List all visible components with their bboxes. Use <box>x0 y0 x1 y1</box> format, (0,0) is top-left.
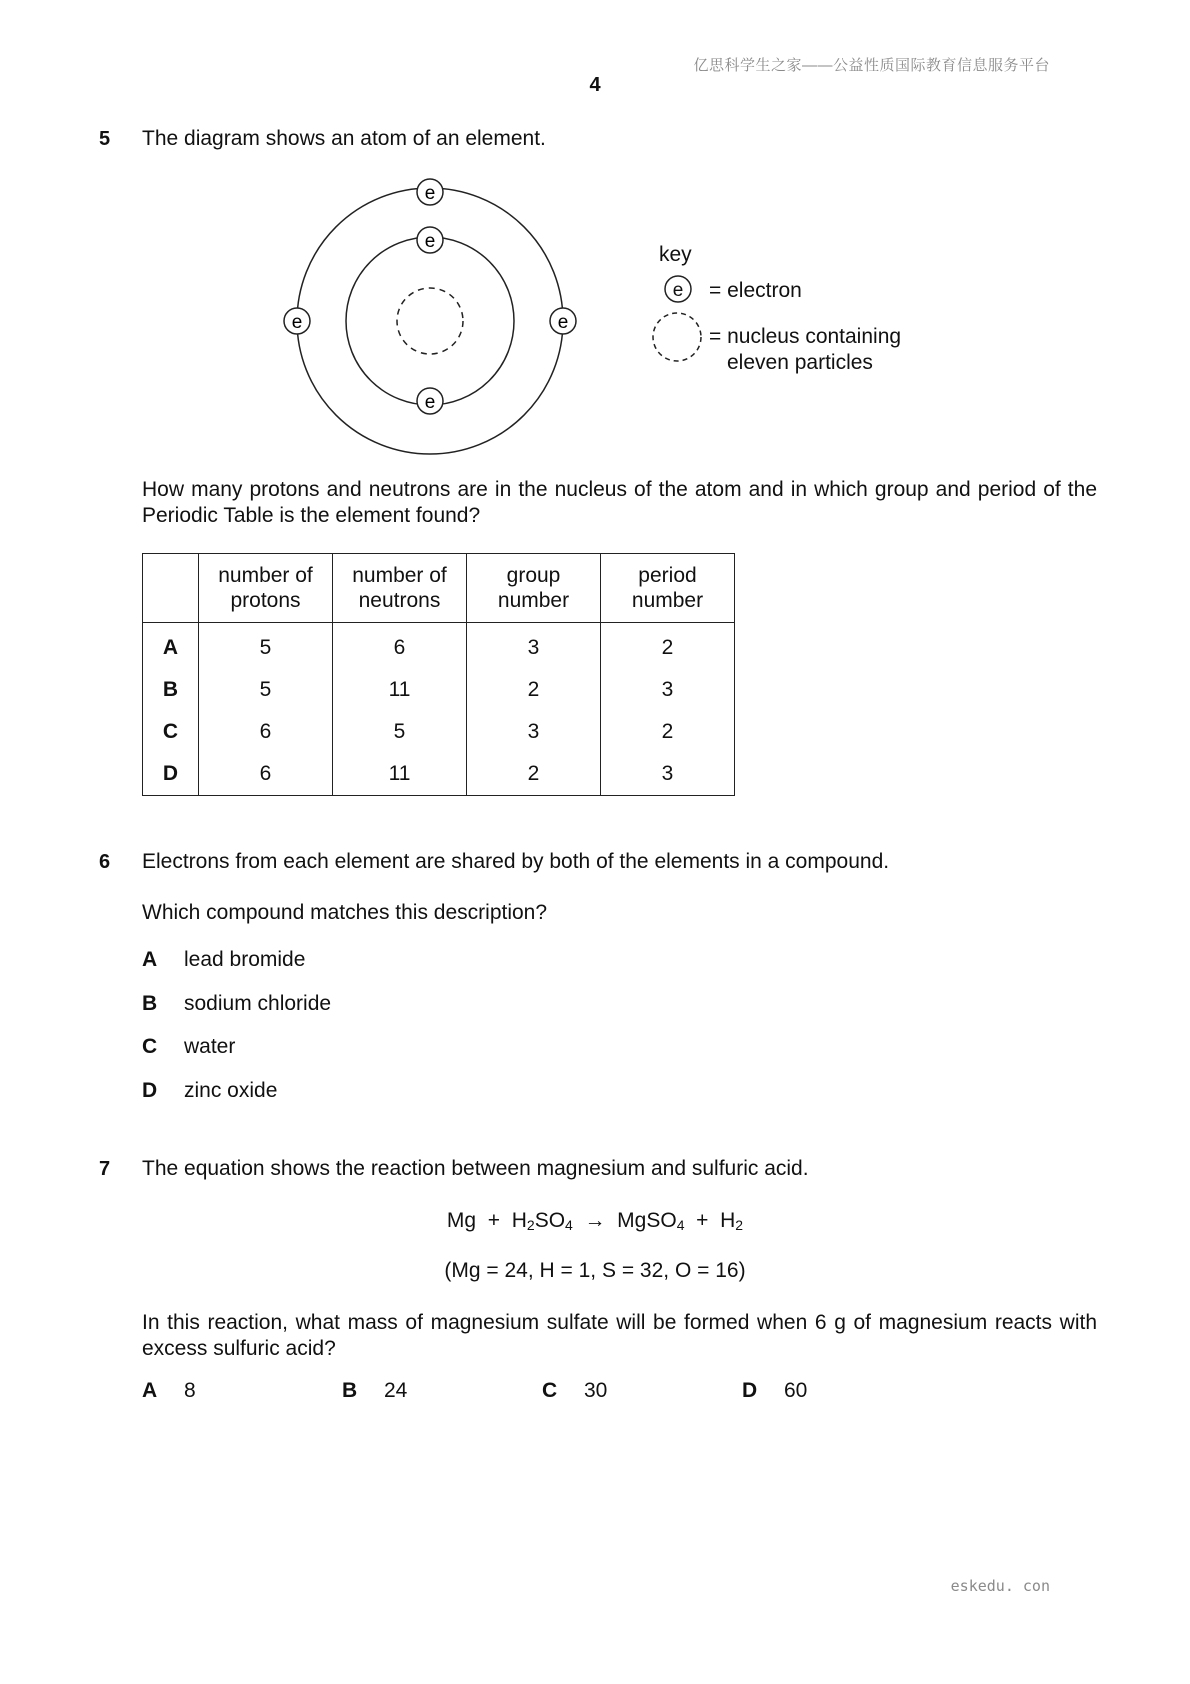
q7-option-text: 60 <box>784 1379 808 1402</box>
key-nucleus-symbol <box>653 313 701 361</box>
table-row <box>143 753 735 796</box>
row-letter: A <box>143 623 199 670</box>
q7-relative-masses: (Mg = 24, H = 1, S = 32, O = 16) <box>444 1259 746 1282</box>
q7-option-letter: D <box>742 1379 758 1402</box>
electron-label: e <box>424 392 436 413</box>
cell-protons: 6 <box>199 711 333 753</box>
key-title: key <box>659 243 692 266</box>
cell-protons: 6 <box>199 753 333 796</box>
row-letter: C <box>143 711 199 753</box>
key-electron-text: = electron <box>709 279 802 302</box>
footer-watermark: eskedu. con <box>950 1577 1050 1595</box>
q6-option-text: water <box>184 1035 236 1058</box>
electron-inner-top <box>417 227 443 253</box>
header-period: period number <box>601 554 735 623</box>
q5-intro: The diagram shows an atom of an element. <box>142 127 546 150</box>
cell-neutrons: 11 <box>333 669 467 711</box>
q5-question: How many protons and neutrons are in the nucleus of the atom and in which group and period of the Periodic Table is the element found? <box>142 478 1097 527</box>
electron-outer-right <box>550 308 576 334</box>
cell-period: 2 <box>601 711 735 753</box>
header-group: group number <box>467 554 601 623</box>
q7-option-text: 8 <box>184 1379 196 1402</box>
key-electron-letter: e <box>672 280 684 301</box>
electron-label: e <box>424 231 436 252</box>
cell-group: 3 <box>467 623 601 670</box>
q6-option-text: sodium chloride <box>184 992 332 1015</box>
diagram-key <box>653 243 901 374</box>
electron-outer-top <box>417 179 443 205</box>
cell-period: 3 <box>601 669 735 711</box>
q6-option-letter: B <box>142 992 158 1015</box>
cell-group: 2 <box>467 669 601 711</box>
electron-inner-bottom <box>417 388 443 414</box>
q7-equation: $Mg + H_2SO_4$ → MgSO$_4$ + $H_2$ <box>446 1209 744 1233</box>
table-row <box>143 669 735 711</box>
table-row <box>143 623 735 670</box>
electron-label: e <box>557 312 569 333</box>
inner-shell <box>346 237 514 405</box>
q5-number: 5 <box>99 128 111 150</box>
q6-statement: Electrons from each element are shared by both of the elements in a compound. <box>142 850 890 873</box>
cell-protons: 5 <box>199 669 333 711</box>
electron-label: e <box>424 183 436 204</box>
cell-protons: 5 <box>199 623 333 670</box>
row-letter: B <box>143 669 199 711</box>
row-letter: D <box>143 753 199 796</box>
atom-diagram <box>0 0 1190 470</box>
electrons <box>284 179 576 414</box>
header-neutrons: number of neutrons <box>333 554 467 623</box>
q7-question: In this reaction, what mass of magnesium sulfate will be formed when 6 g of magnesium reacts with excess sulfuric acid? <box>142 1311 1097 1360</box>
key-nucleus-text-2: eleven particles <box>727 351 873 374</box>
header-protons: number of protons <box>199 554 333 623</box>
electron-label: e <box>291 312 303 333</box>
q7-option-letter: C <box>542 1379 558 1402</box>
q6-option-letter: D <box>142 1079 158 1102</box>
q7-option-letter: A <box>142 1379 158 1402</box>
q7-option-letter: B <box>342 1379 358 1402</box>
cell-period: 3 <box>601 753 735 796</box>
q6-number: 6 <box>99 851 111 873</box>
table-corner <box>143 554 199 623</box>
cell-neutrons: 11 <box>333 753 467 796</box>
electron-outer-left <box>284 308 310 334</box>
reaction-arrow: → <box>584 1209 606 1232</box>
q6-option-text: lead bromide <box>184 948 306 971</box>
page-number: 4 <box>589 74 601 96</box>
key-nucleus-text-1: = nucleus containing <box>709 325 902 348</box>
header-watermark: 亿思科学生之家——公益性质国际教育信息服务平台 <box>693 57 1050 74</box>
cell-period: 2 <box>601 623 735 670</box>
cell-neutrons: 5 <box>333 711 467 753</box>
q6-option-text: zinc oxide <box>184 1079 278 1102</box>
q6-question: Which compound matches this description? <box>142 901 548 924</box>
q5-answer-table <box>142 553 735 796</box>
q7-number: 7 <box>99 1158 111 1180</box>
cell-group: 3 <box>467 711 601 753</box>
cell-group: 2 <box>467 753 601 796</box>
q6-option-letter: A <box>142 948 158 971</box>
q6-option-letter: C <box>142 1035 158 1058</box>
q7-statement: The equation shows the reaction between magnesium and sulfuric acid. <box>142 1157 809 1180</box>
nucleus <box>397 288 463 354</box>
cell-neutrons: 6 <box>333 623 467 670</box>
q7-option-text: 30 <box>584 1379 608 1402</box>
table-row <box>143 711 735 753</box>
q7-option-text: 24 <box>384 1379 408 1402</box>
